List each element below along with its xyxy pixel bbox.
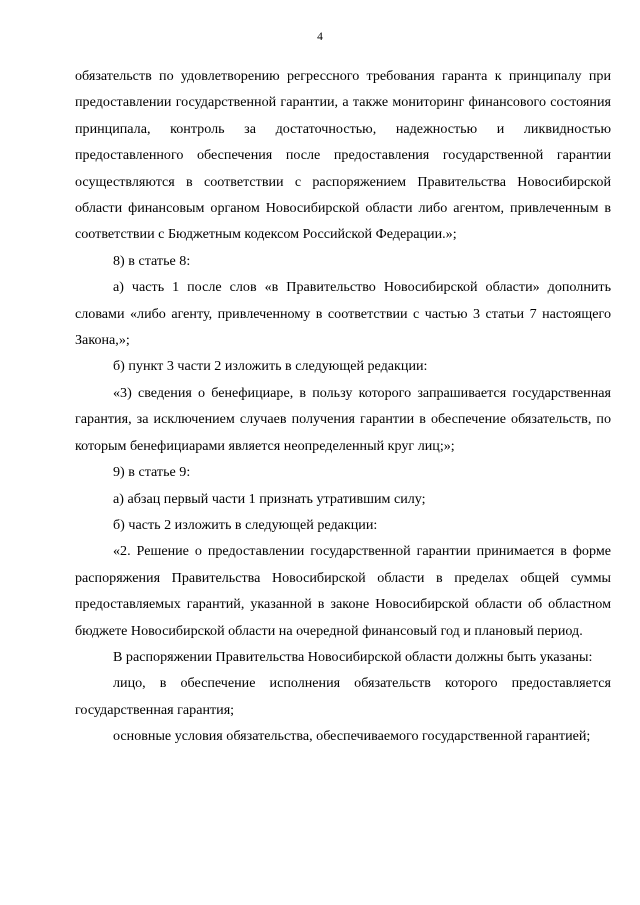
paragraph: обязательств по удовлетворению регрессного требования гаранта к принципалу при предоставлении государственной гарантии, а также мониторинг финансового состояния принципала, контроль за достаточностью, надежностью и ликвидностью предоставленного обеспечения после предоставления государственной гарантии осуществляются в соответствии с распоряжением Правительства Новосибирской области финансовым органом Новосибирской области либо агентом, привлеченным в соответствии с Бюджетным кодексом Российской Федерации.»; [75,68,611,243]
paragraph: «3) сведения о бенефициаре, в пользу которого запрашивается государственная гарантия, за исключением случаев получения гарантии в обеспечение обязательств, по которым бенефициарами является неопределенный круг лиц;»; [75,384,611,454]
paragraph: а) часть 1 после слов «в Правительство Новосибирской области» дополнить словами «либо агенту, привлеченному в соответствии с частью 3 статьи 7 настоящего Закона,»; [75,279,611,349]
paragraph: а) абзац первый части 1 признать утратившим силу; [113,490,426,507]
paragraph: б) часть 2 изложить в следующей редакции: [113,516,378,533]
paragraph: «2. Решение о предоставлении государственной гарантии принимается в форме распоряжения Правительства Новосибирской области в пределах общей суммы предоставляемых гарантий, указанной в законе Новосибирской области об областном бюджете Новосибирской области на очередной финансовый год и плановый период. [75,543,611,639]
page-number: 4 [317,31,323,43]
paragraph: 9) в статье 9: [113,464,191,481]
paragraph: лицо, в обеспечение исполнения обязательств которого предоставляется государственная гарантия; [75,675,611,718]
document-body [75,63,611,750]
paragraph: 8) в статье 8: [113,252,191,269]
paragraph: б) пункт 3 части 2 изложить в следующей редакции: [113,358,428,375]
paragraph: В распоряжении Правительства Новосибирской области должны быть указаны: [113,648,593,665]
paragraph: основные условия обязательства, обеспечиваемого государственной гарантией; [113,728,591,745]
